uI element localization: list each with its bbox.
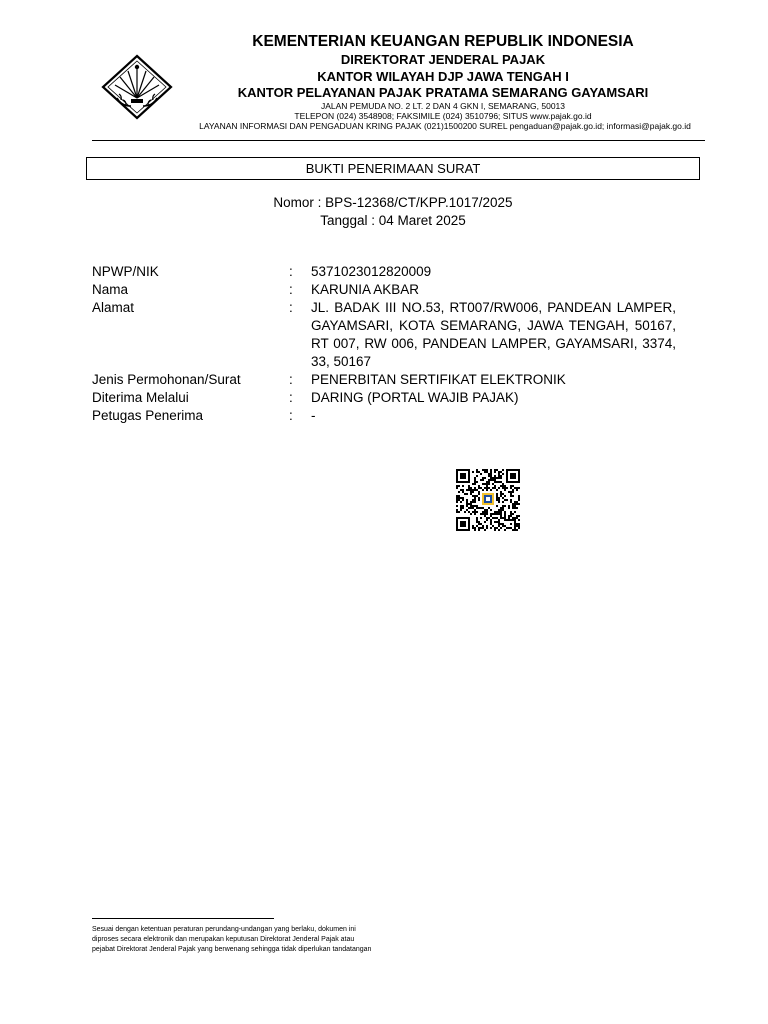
field-label: NPWP/NIK	[92, 264, 159, 279]
field-list	[92, 263, 682, 425]
field-row-jenis	[92, 371, 682, 389]
field-label: Petugas Penerima	[92, 408, 204, 423]
qr-code-icon	[456, 469, 520, 531]
field-separator: :	[289, 264, 293, 279]
field-label: Nama	[92, 282, 129, 297]
field-separator: :	[289, 372, 293, 387]
footnote-line: pejabat Direktorat Jenderal Pajak yang berwenang sehingga tidak diperlukan tandatangan	[92, 946, 372, 953]
directorate-name: DIREKTORAT JENDERAL PAJAK	[340, 52, 546, 67]
field-separator: :	[289, 390, 293, 405]
field-label: Diterima Melalui	[92, 390, 189, 405]
field-separator: :	[289, 300, 293, 315]
field-separator: :	[289, 282, 293, 297]
field-row-alamat	[92, 299, 682, 371]
field-value: DARING (PORTAL WAJIB PAJAK)	[311, 390, 519, 405]
footnote-line: diproses secara elektronik dan merupakan keputusan Direktorat Jenderal Pajak atau	[92, 936, 355, 943]
kemenkeu-logo-icon	[101, 54, 173, 120]
tax-office-name: KANTOR PELAYANAN PAJAK PRATAMA SEMARANG GAYAMSARI	[237, 85, 649, 100]
footnote-line: Sesuai dengan ketentuan peraturan perundang-undangan yang berlaku, dokumen ini	[92, 926, 356, 933]
field-value: JL. BADAK III NO.53, RT007/RW006, PANDEAN LAMPER, GAYAMSARI, KOTA SEMARANG, JAWA TENGAH, 50167, RT 007, RW 006, PANDEAN LAMPER, GAYAMSARI, 3374, 33, 50167	[311, 300, 676, 369]
document-date: Tanggal : 04 Maret 2025	[320, 213, 466, 228]
field-value: -	[311, 408, 316, 423]
field-row-npwp	[92, 263, 682, 281]
field-separator: :	[289, 408, 293, 423]
office-address: JALAN PEMUDA NO. 2 LT. 2 DAN 4 GKN I, SEMARANG, 50013	[320, 101, 566, 111]
field-row-nama	[92, 281, 682, 299]
footnote-divider	[92, 918, 274, 919]
regional-office-name: KANTOR WILAYAH DJP JAWA TENGAH I	[317, 69, 569, 84]
field-value: 5371023012820009	[311, 264, 432, 279]
office-phone: TELEPON (024) 3548908; FAKSIMILE (024) 3510796; SITUS www.pajak.go.id	[294, 111, 592, 121]
footnote	[92, 925, 432, 955]
field-value: PENERBITAN SERTIFIKAT ELEKTRONIK	[311, 372, 566, 387]
field-row-petugas	[92, 407, 682, 425]
field-row-diterima	[92, 389, 682, 407]
document-title: BUKTI PENERIMAAN SURAT	[86, 157, 700, 180]
field-value: KARUNIA AKBAR	[311, 282, 420, 297]
header-divider	[92, 140, 705, 141]
ministry-name: KEMENTERIAN KEUANGAN REPUBLIK INDONESIA	[252, 33, 634, 50]
field-label: Jenis Permohonan/Surat	[92, 372, 241, 387]
document-number: Nomor : BPS-12368/CT/KPP.1017/2025	[273, 195, 513, 210]
field-label: Alamat	[92, 300, 135, 315]
office-service-contact: LAYANAN INFORMASI DAN PENGADUAN KRING PAJAK (021)1500200 SUREL pengaduan@pajak.go.id; informasi@pajak.go.id	[199, 121, 691, 131]
